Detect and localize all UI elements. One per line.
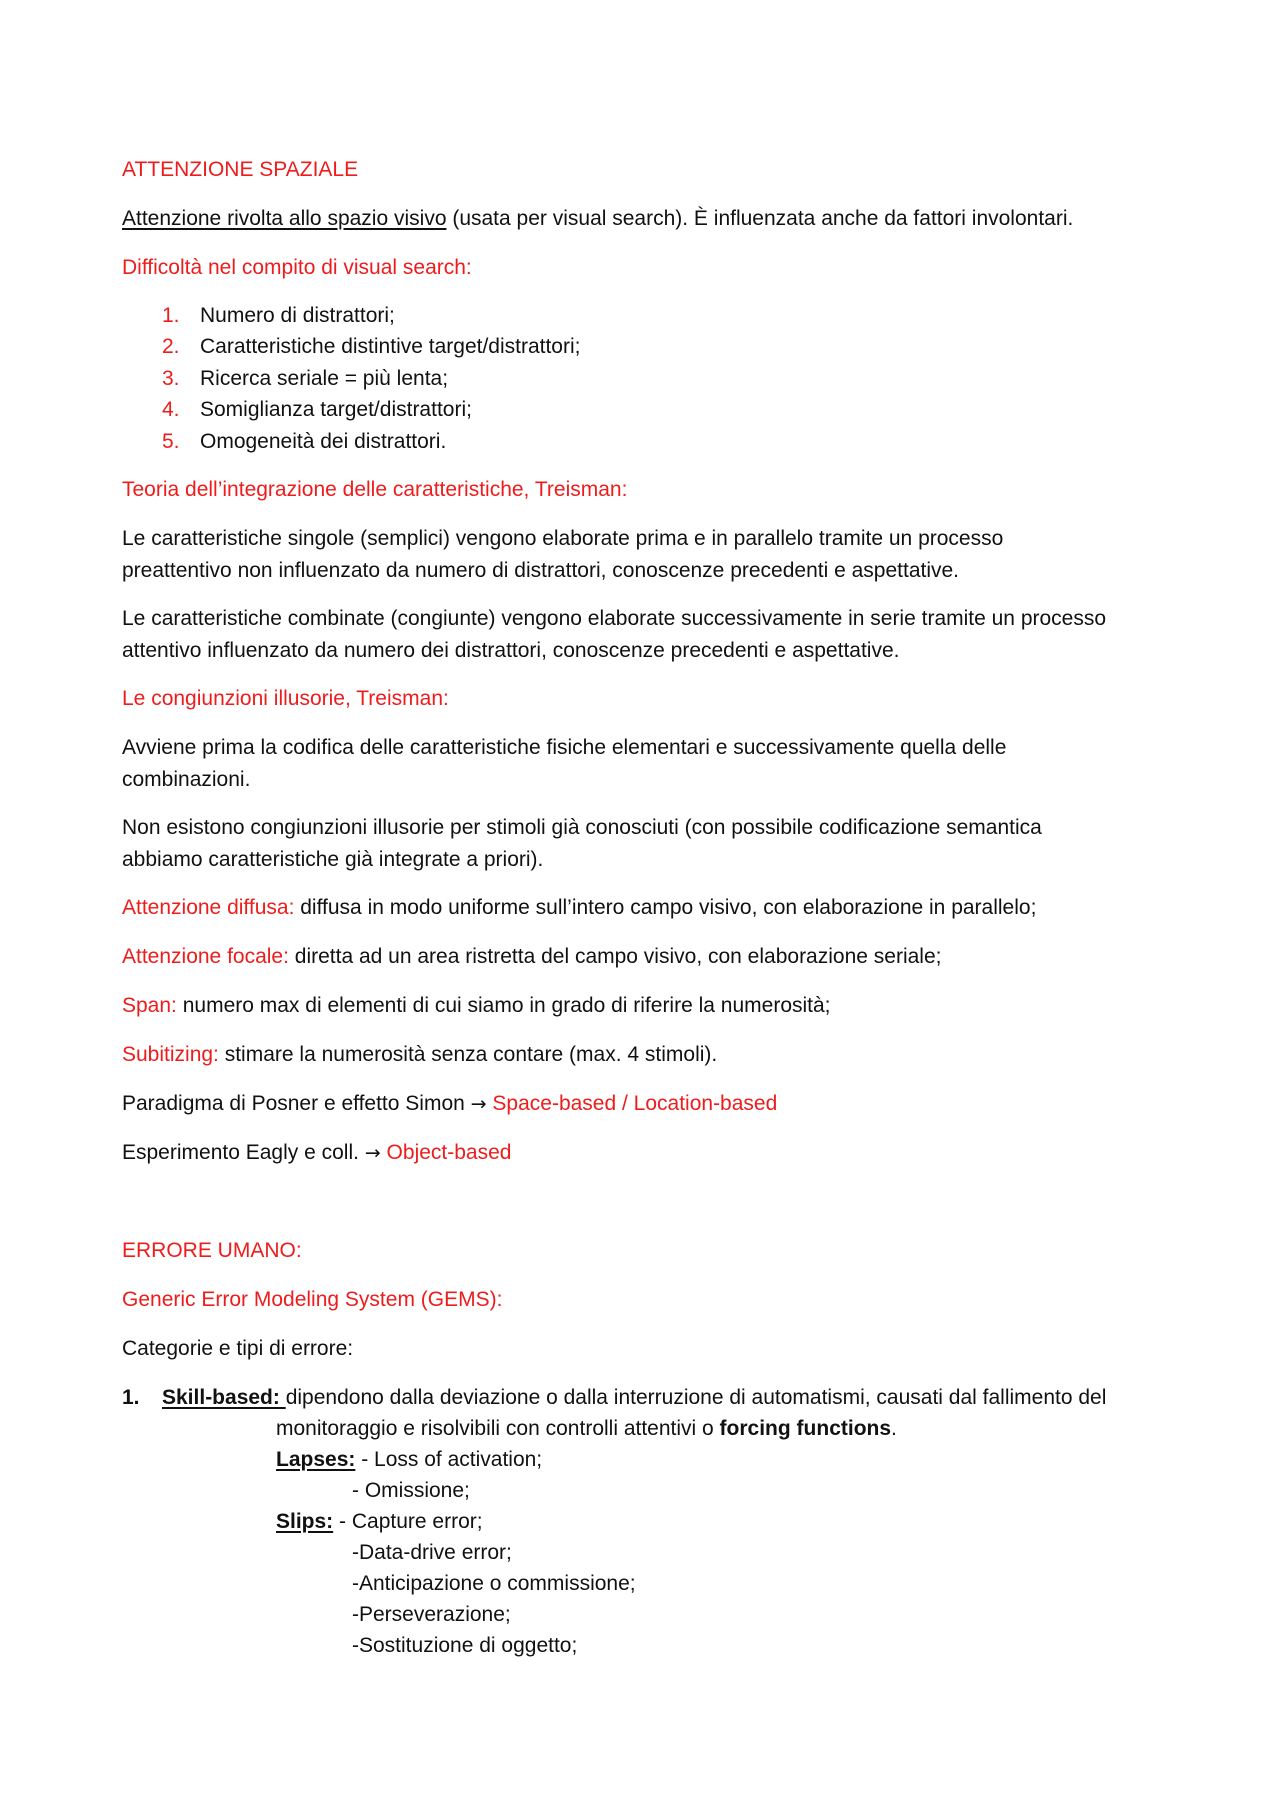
list-number: 4.: [162, 398, 180, 421]
treisman-paragraph-1-line-1: Le caratteristiche singole (semplici) vengono elaborate prima e in parallelo tramite un processo: [122, 527, 1004, 550]
arrow-right-icon: →: [364, 1142, 381, 1164]
lapses-item: - Loss of activation;: [361, 1448, 543, 1471]
definition-term: Attenzione diffusa:: [122, 896, 295, 919]
treisman-paragraph-2-line-2: attentivo influenzato da numero dei distrattori, conoscenze precedenti e aspettative.: [122, 639, 900, 662]
skill-based-line-1: [122, 1382, 1106, 1413]
section-heading-errore-umano: ERRORE UMANO:: [122, 1239, 302, 1262]
list-number: 1.: [162, 304, 180, 327]
skill-based-term: Skill-based:: [162, 1386, 286, 1409]
list-number: 1.: [122, 1386, 140, 1409]
gems-heading: Generic Error Modeling System (GEMS):: [122, 1288, 503, 1311]
list-number: 3.: [162, 367, 180, 390]
definition-text: numero max di elementi di cui siamo in grado di riferire la numerosità;: [176, 994, 831, 1017]
skill-based-text-2: monitoraggio e risolvibili con controlli attentivi o: [276, 1417, 720, 1440]
section-heading-attenzione-spaziale: ATTENZIONE SPAZIALE: [122, 158, 359, 181]
categories-label: Categorie e tipi di errore:: [122, 1337, 354, 1360]
skill-based-text: dipendono dalla deviazione o dalla interruzione di automatismi, causati dal fallimento del: [285, 1386, 1107, 1409]
lapses-label: Lapses:: [276, 1448, 356, 1471]
eagly-text: Esperimento Eagly e coll.: [122, 1141, 365, 1164]
list-text: Caratteristiche distintive target/distrattori;: [200, 335, 581, 358]
list-number: 5.: [162, 430, 180, 453]
lapses-line: [276, 1444, 542, 1475]
difficulty-heading: Difficoltà nel compito di visual search:: [122, 256, 472, 279]
list-number: 2.: [162, 335, 180, 358]
posner-text: Paradigma di Posner e effetto Simon: [122, 1092, 471, 1115]
slips-item: - Capture error;: [339, 1510, 483, 1533]
definition-term: Attenzione focale:: [122, 945, 289, 968]
posner-line: [122, 1088, 777, 1120]
definition-text: diretta ad un area ristretta del campo visivo, con elaborazione seriale;: [288, 945, 942, 968]
posner-result: Space-based / Location-based: [486, 1092, 778, 1115]
intro-paragraph: [122, 203, 1073, 234]
list-item: [162, 394, 472, 425]
definition-term: Span:: [122, 994, 177, 1017]
skill-based-line-2: [276, 1413, 897, 1444]
list-text: Numero di distrattori;: [200, 304, 395, 327]
slips-item: -Anticipazione o commissione;: [352, 1572, 636, 1595]
list-item: [162, 426, 446, 457]
intro-rest: (usata per visual search). È influenzata anche da fattori involontari.: [446, 207, 1074, 230]
definition-attenzione-focale: [122, 941, 941, 972]
list-item: [162, 331, 580, 362]
slips-label: Slips:: [276, 1510, 334, 1533]
illusory-paragraph-1-line-1: Avviene prima la codifica delle caratteristiche fisiche elementari e successivamente quella delle: [122, 736, 1007, 759]
definition-attenzione-diffusa: [122, 892, 1036, 923]
intro-underlined: Attenzione rivolta allo spazio visivo: [122, 207, 447, 230]
definition-subitizing: [122, 1039, 717, 1070]
slips-item: -Perseverazione;: [352, 1603, 511, 1626]
list-text: Somiglianza target/distrattori;: [200, 398, 472, 421]
eagly-result: Object-based: [380, 1141, 512, 1164]
definition-text: diffusa in modo uniforme sull’intero campo visivo, con elaborazione in parallelo;: [294, 896, 1037, 919]
illusory-paragraph-1-line-2: combinazioni.: [122, 768, 251, 791]
definition-text: stimare la numerosità senza contare (max. 4 stimoli).: [218, 1043, 718, 1066]
list-text: Omogeneità dei distrattori.: [200, 430, 447, 453]
treisman-paragraph-1-line-2: preattentivo non influenzato da numero di distrattori, conoscenze precedenti e aspettative.: [122, 559, 960, 582]
list-text: Ricerca seriale = più lenta;: [200, 367, 449, 390]
treisman-paragraph-2-line-1: Le caratteristiche combinate (congiunte) vengono elaborate successivamente in serie tramite un processo: [122, 607, 1107, 630]
illusory-heading: Le congiunzioni illusorie, Treisman:: [122, 687, 449, 710]
illusory-paragraph-2-line-2: abbiamo caratteristiche già integrate a priori).: [122, 848, 544, 871]
treisman-heading: Teoria dell’integrazione delle caratteristiche, Treisman:: [122, 478, 628, 501]
illusory-paragraph-2-line-1: Non esistono congiunzioni illusorie per stimoli già conosciuti (con possibile codificazione semantica: [122, 816, 1042, 839]
definition-term: Subitizing:: [122, 1043, 219, 1066]
slips-item: -Sostituzione di oggetto;: [352, 1634, 578, 1657]
list-item: [162, 300, 395, 331]
period: .: [891, 1417, 897, 1440]
definition-span: [122, 990, 831, 1021]
forcing-functions: forcing functions: [719, 1417, 892, 1440]
list-item: [162, 363, 448, 394]
lapses-item: - Omissione;: [352, 1479, 470, 1502]
arrow-right-icon: →: [470, 1093, 487, 1115]
slips-item: -Data-drive error;: [352, 1541, 512, 1564]
eagly-line: [122, 1137, 511, 1169]
slips-line: [276, 1506, 483, 1537]
